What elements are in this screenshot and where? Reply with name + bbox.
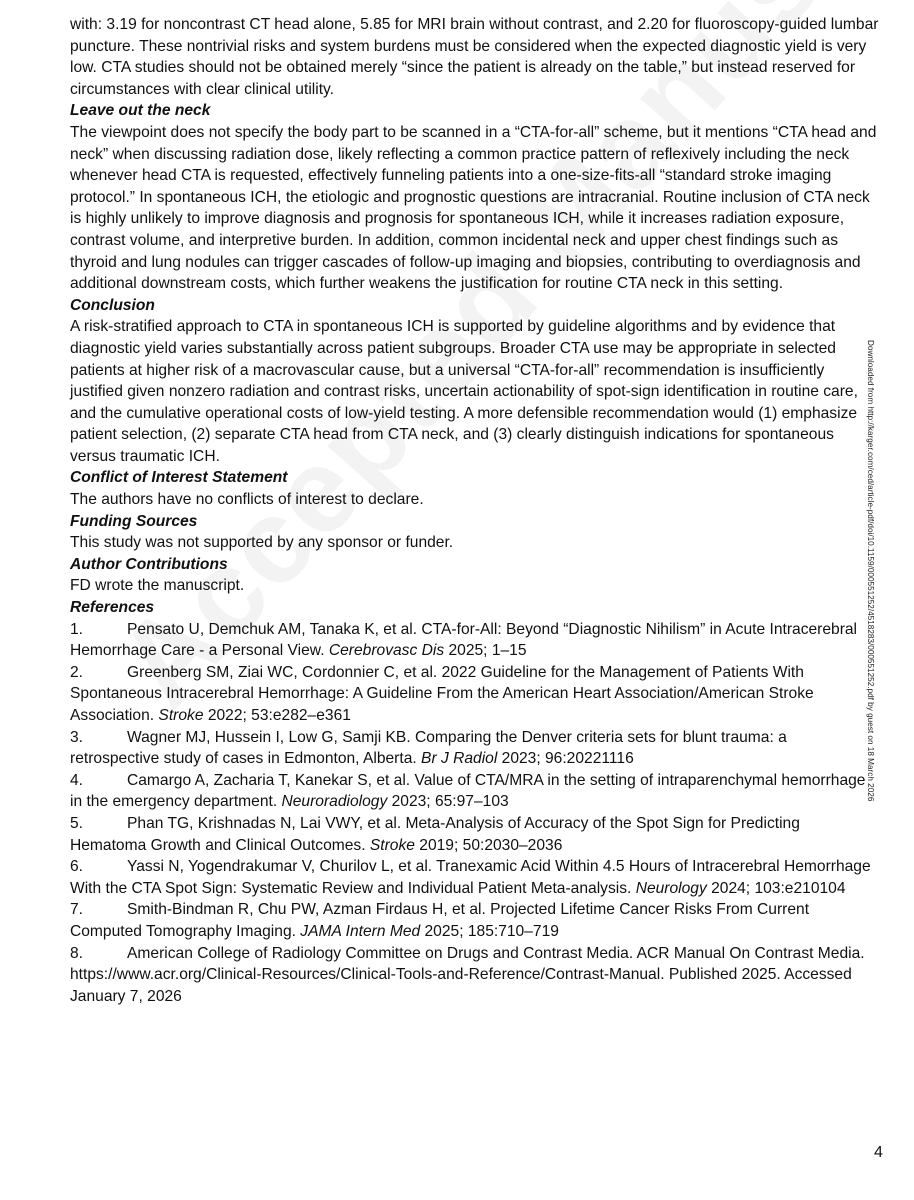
conclusion-paragraph: A risk-stratified approach to CTA in spontaneous ICH is supported by guideline algorithms and by evidence that diagnostic yield varies substantially across patient subgroups. Broader CTA use may be appropriate in selected patients at higher risk of a macrovascular cause, but a universal “CTA-for-all” recommendation is insufficiently justified given nonzero radiation and contrast risks, uncertain actionability of spot-sign identification in routine care, and the cumulative operational costs of low-yield testing. A more defensible recommendation would (1) emphasize patient selection, (2) separate CTA head from CTA neck, and (3) clearly distinguish indications for spontaneous versus traumatic ICH.: [70, 318, 858, 465]
reference-item: 2. Greenberg SM, Ziai WC, Cordonnier C, et al. 2022 Guideline for the Management of Patients With Spontaneous Intracerebral Hemorrhage: A Guideline From the American Heart Association/American Stroke Association. Stroke 2022; 53:e282–e361: [70, 663, 814, 724]
funding-heading: Funding Sources: [70, 512, 198, 530]
reference-item: 5. Phan TG, Krishnadas N, Lai VWY, et al. Meta-Analysis of Accuracy of the Spot Sign for Predicting Hematoma Growth and Clinical Outcomes. Stroke 2019; 50:2030–2036: [70, 814, 800, 854]
coi-heading: Conflict of Interest Statement: [70, 469, 288, 487]
reference-item: 8. American College of Radiology Committee on Drugs and Contrast Media. ACR Manual On Contrast Media. https://www.acr.org/Clinical-Resources/Clinical-Tools-and-Reference/Contrast-Manual. Published 2025. Accessed January 7, 2026: [70, 944, 865, 1005]
reference-item: 6. Yassi N, Yogendrakumar V, Churilov L, et al. Tranexamic Acid Within 4.5 Hours of Intracerebral Hemorrhage With the CTA Spot Sign: Systematic Review and Individual Patient Meta-analysis. Neurology 2024; 103:e210104: [70, 858, 871, 897]
page-number: 4: [874, 1144, 883, 1161]
neck-paragraph: The viewpoint does not specify the body part to be scanned in a “CTA-for-all” scheme, but it mentions “CTA head and neck” when discussing radiation dose, likely reflecting a common practice pattern of reflexively including the neck whenever head CTA is requested, effectively funneling patients into a one-size-fits-all “standard stroke imaging protocol.” In spontaneous ICH, the etiologic and prognostic questions are intracranial. Routine inclusion of CTA neck is highly unlikely to improve diagnosis and prognosis for spontaneous ICH, while it increases radiation exposure, contrast volume, and interpretive burden. In addition, common incidental neck and upper chest findings such as thyroid and lung nodules can trigger cascades of follow-up imaging and biopsies, contributing to overdiagnosis and additional downstream costs, which further weakens the justification for routine CTA neck in this setting.: [70, 123, 877, 293]
intro-paragraph: with: 3.19 for noncontrast CT head alone, 5.85 for MRI brain without contrast, and 2.20 for fluoroscopy-guided lumbar puncture. These nontrivial risks and system burdens must be considered when the expected diagnostic yield is very low. CTA studies should not be obtained merely “since the patient is already on the table,” but instead reserved for circumstances with clear clinical utility.: [70, 16, 879, 98]
download-note: Downloaded from http://karger.com/ced/article-pdf/doi/10.1159/000551252/4518283/000551252.pdf by guest on 18 March 2026: [866, 340, 875, 802]
reference-list: [70, 619, 880, 1008]
reference-item: 4. Camargo A, Zacharia T, Kanekar S, et al. Value of CTA/MRA in the setting of intraparenchymal hemorrhage in the emergency department. Neuroradiology 2023; 65:97–103: [70, 771, 866, 811]
funding-paragraph: This study was not supported by any sponsor or funder.: [70, 534, 454, 552]
reference-item: 7. Smith-Bindman R, Chu PW, Azman Firdaus H, et al. Projected Lifetime Cancer Risks From Current Computed Tomography Imaging. JAMA Intern Med 2025; 185:710–719: [70, 901, 810, 940]
reference-item: 1. Pensato U, Demchuk AM, Tanaka K, et al. CTA-for-All: Beyond “Diagnostic Nihilism” in Acute Intracerebral Hemorrhage Care - a Personal View. Cerebrovasc Dis 2025; 1–15: [70, 620, 858, 660]
coi-paragraph: The authors have no conflicts of interest to declare.: [70, 491, 424, 509]
conclusion-heading: Conclusion: [70, 296, 155, 314]
reference-item: 3. Wagner MJ, Hussein I, Low G, Samji KB. Comparing the Denver criteria sets for blunt trauma: a retrospective study of cases in Edmonton, Alberta. Br J Radiol 2023; 96:20221116: [70, 728, 787, 768]
neck-heading: Leave out the neck: [70, 102, 211, 120]
contributions-paragraph: FD wrote the manuscript.: [70, 577, 245, 595]
contributions-heading: Author Contributions: [70, 555, 228, 573]
references-heading: References: [70, 599, 155, 617]
page-content: [70, 14, 880, 1007]
